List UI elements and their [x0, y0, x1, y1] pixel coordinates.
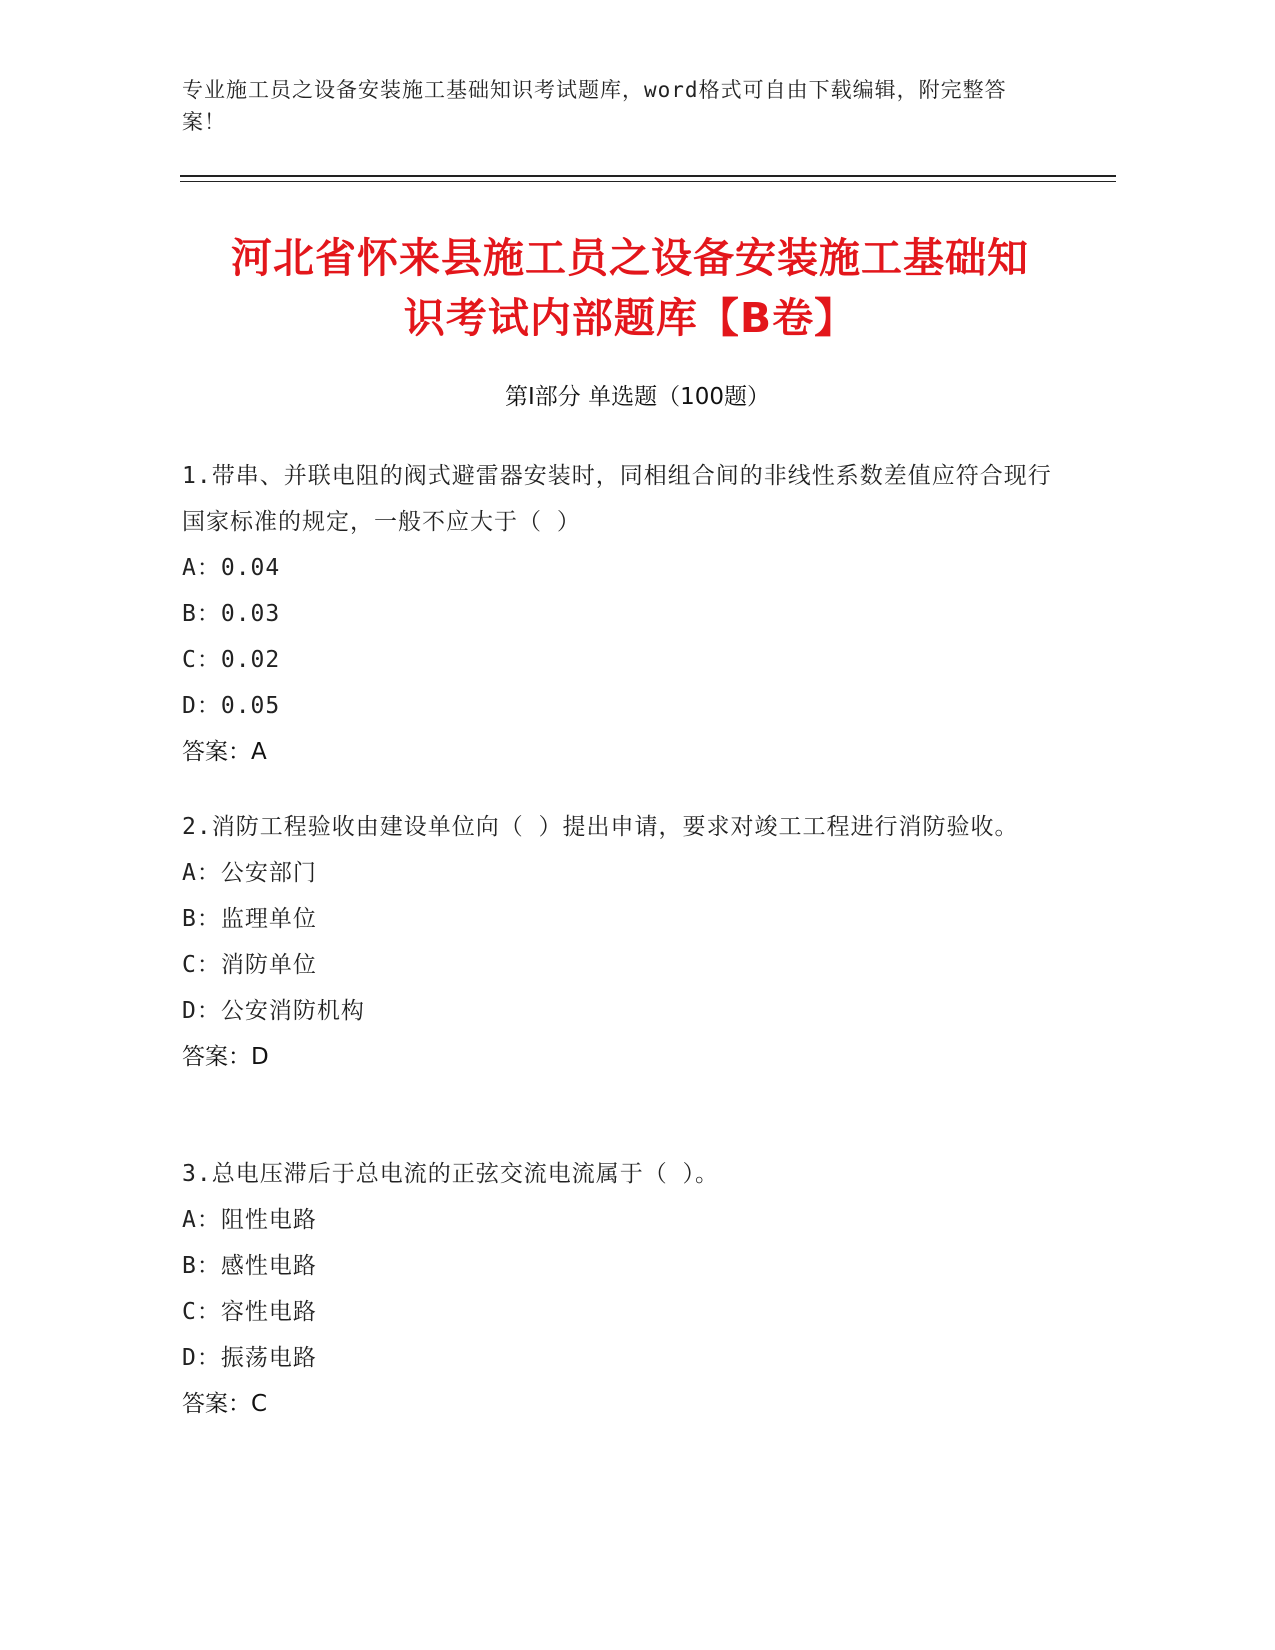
option-a: A：0.04	[182, 555, 281, 581]
document-title-line-2: 识考试内部题库【B卷】	[403, 294, 857, 342]
option-a: A：阻性电路	[182, 1207, 317, 1233]
answer-line: 答案：D	[182, 1044, 269, 1070]
answer-line: 答案：C	[182, 1391, 268, 1417]
option-d: D：振荡电路	[182, 1345, 317, 1371]
header-divider-thick	[180, 175, 1116, 177]
section-heading: 第I部分 单选题（100题）	[505, 384, 770, 410]
question-stem: 3.总电压滞后于总电流的正弦交流电流属于（ ）。	[182, 1161, 720, 1187]
option-d: D：0.05	[182, 693, 281, 719]
option-a: A：公安部门	[182, 860, 317, 886]
option-c: C：容性电路	[182, 1299, 317, 1325]
question-stem: 2.消防工程验收由建设单位向（ ）提出申请，要求对竣工工程进行消防验收。	[182, 814, 1019, 840]
document-title	[160, 228, 1100, 348]
question-3	[182, 1151, 1062, 1427]
option-c: C：消防单位	[182, 952, 317, 978]
option-d: D：公安消防机构	[182, 998, 365, 1024]
question-stem: 1.带串、并联电阻的阀式避雷器安装时，同相组合间的非线性系数差值应符合现行国家标准的规定，一般不应大于（ ）	[182, 463, 1052, 535]
document-title-line-1: 河北省怀来县施工员之设备安装施工基础知	[231, 234, 1029, 282]
header-divider-thin	[180, 181, 1116, 182]
option-b: B：感性电路	[182, 1253, 317, 1279]
option-c: C：0.02	[182, 647, 281, 673]
question-1	[182, 453, 1062, 775]
answer-line: 答案：A	[182, 739, 267, 765]
intro-text: 专业施工员之设备安装施工基础知识考试题库，word格式可自由下载编辑，附完整答案！	[182, 78, 1007, 134]
option-b: B：0.03	[182, 601, 281, 627]
option-b: B：监理单位	[182, 906, 317, 932]
question-2	[182, 804, 1062, 1080]
